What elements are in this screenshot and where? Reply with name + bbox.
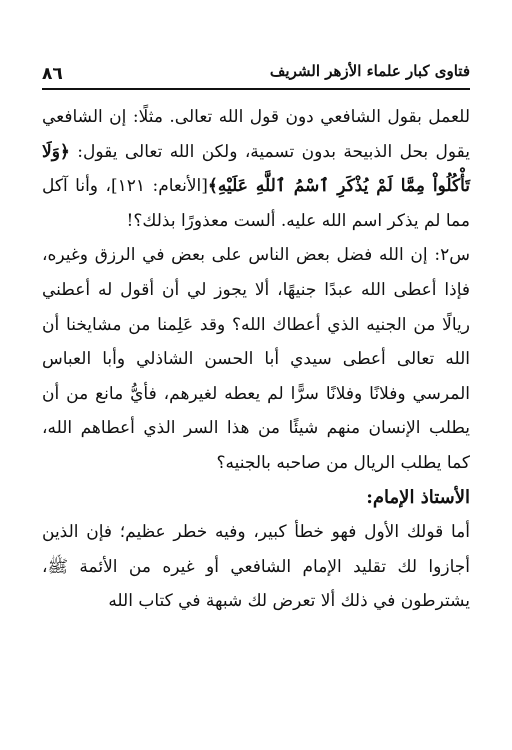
paragraph-1: [42, 100, 470, 238]
answer-heading: الأستاذ الإمام:: [366, 486, 470, 508]
paragraph-1-text: للعمل بقول الشافعي دون قول الله تعالى. مثلًا: إن الشافعي يقول بحل الذبيحة بدون تسمية، ولكن الله تعالى يقول:: [42, 107, 470, 162]
running-title: فتاوى كبار علماء الأزهر الشريف: [269, 62, 470, 80]
paragraph-1-tail: ، وأنا آكل مما لم يذكر اسم الله عليه. ألست معذورًا بذلك؟!: [42, 176, 470, 231]
verse-reference: [الأنعام: ١٢١]: [110, 176, 208, 197]
question-2: س٢: إن الله فضل بعض الناس على بعض في الرزق وغيره، فإذا أعطى الله عبدًا جنيهًا، ألا يجوز لي أن أقول له أعطني ريالًا من الجنيه الذي أعطاك الله؟ وقد عَلِمنا من مشايخنا أن الله تعالى أعطى سيدي أبا الحسن الشاذلي وأبا العباس المرسي وفلانًا وفلانًا سرًّا لم يعطه لغيرهم، فأيُّ مانع من أن يطلب الإنسان منهم شيئًا من هذا السر الذي أعطاهم الله، كما يطلب الريال من صاحبه بالجنيه؟: [42, 245, 470, 473]
quran-verse: ﴿وَلَا تَأْكُلُواْ مِمَّا لَمْ يُذْكَرِ ٱسْمُ ٱللَّهِ عَلَيْهِ﴾: [42, 141, 470, 197]
page-body: [42, 100, 470, 619]
header-rule: [42, 88, 470, 90]
answer-paragraph: أما قولك الأول فهو خطأ كبير، وفيه خطر عظيم؛ فإن الذين أجازوا لك تقليد الإمام الشافعي أو غيره من الأئمة ﷺ، يشترطون في ذلك ألا تعرض لك شبهة في كتاب الله: [42, 522, 470, 612]
page-number: ٨٦: [42, 64, 63, 84]
page-header: [42, 62, 470, 88]
